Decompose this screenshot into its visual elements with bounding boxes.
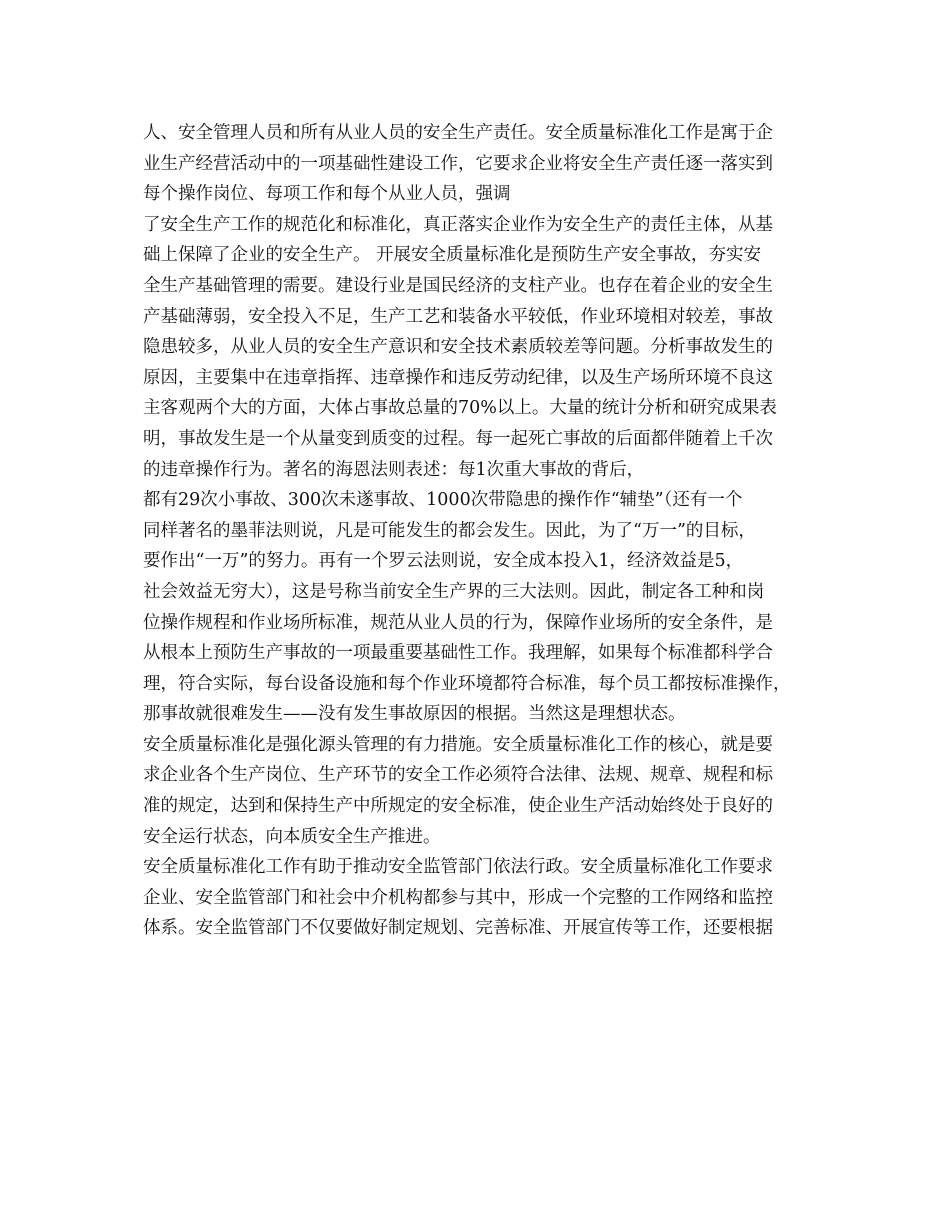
text-line: 安全运行状态，向本质安全生产推进。 [143, 826, 441, 847]
text-line: 业生产经营活动中的一项基础性建设工作，它要求企业将安全生产责任逐一落实到 [143, 153, 773, 174]
text-line: 明，事故发生是一个从量变到质变的过程。每一起死亡事故的后面都伴随着上千次 [143, 428, 773, 449]
text-line: 隐患较多，从业人员的安全生产意识和安全技术素质较差等问题。分析事故发生的 [143, 337, 773, 358]
text-line: 体系。安全监管部门不仅要做好制定规划、完善标准、开展宣传等工作，还要根据 [143, 918, 773, 939]
text-line: 人、安全管理人员和所有从业人员的安全生产责任。安全质量标准化工作是寓于企 [143, 123, 773, 143]
text-line: 原因，主要集中在违章指挥、违章操作和违反劳动纪律，以及生产场所环境不良这 [143, 367, 773, 388]
text-line: 位操作规程和作业场所标准，规范从业人员的行为，保障作业场所的安全条件，是 [143, 612, 773, 633]
text-line: 理，符合实际，每台设备设施和每个作业环境都符合标准，每个员工都按标准操作， [143, 673, 791, 694]
text-line: 要作出“一万”的努力。再有一个罗云法则说，安全成本投入1，经济效益是5， [143, 551, 744, 572]
text-line: 那事故就很难发生——没有发生事故原因的根据。当然这是理想状态。 [143, 704, 686, 725]
text-line: 求企业各个生产岗位、生产环节的安全工作必须符合法律、法规、规章、规程和标 [143, 765, 773, 786]
text-line: 每个操作岗位、每项工作和每个从业人员，强调 [143, 184, 511, 205]
text-line: 准的规定，达到和保持生产中所规定的安全标准，使企业生产活动始终处于良好的 [143, 796, 773, 817]
text-line: 主客观两个大的方面，大体占事故总量的70%以上。大量的统计分析和研究成果表 [143, 398, 777, 419]
text-line: 安全质量标准化工作有助于推动安全监管部门依法行政。安全质量标准化工作要求 [143, 857, 773, 878]
text-line: 社会效益无穷大），这是号称当前安全生产界的三大法则。因此，制定各工种和岗 [143, 581, 765, 602]
text-line: 都有29次小事故、300次未遂事故、1000次带隐患的操作作“辅垫”（还有一个 [143, 490, 743, 511]
text-line: 了安全生产工作的规范化和标准化，真正落实企业作为安全生产的责任主体，从基 [143, 214, 773, 235]
text-line: 全生产基础管理的需要。建设行业是国民经济的支柱产业。也存在着企业的安全生 [143, 275, 773, 296]
text-line: 础上保障了企业的安全生产。 开展安全质量标准化是预防生产安全事故，夯实安 [143, 245, 762, 266]
text-line: 从根本上预防生产事故的一项最重要基础性工作。我理解，如果每个标准都科学合 [143, 643, 773, 664]
text-line: 的违章操作行为。著名的海恩法则表述：每1次重大事故的背后， [143, 459, 645, 480]
text-line: 企业、安全监管部门和社会中介机构都参与其中，形成一个完整的工作网络和监控 [143, 887, 773, 908]
text-line: 产基础薄弱，安全投入不足，生产工艺和装备水平较低，作业环境相对较差，事故 [143, 306, 773, 327]
text-line: 安全质量标准化是强化源头管理的有力措施。安全质量标准化工作的核心，就是要 [143, 734, 773, 755]
body-text [143, 118, 823, 944]
text-line: 同样著名的墨菲法则说，凡是可能发生的都会发生。因此，为了“万一”的目标， [143, 520, 756, 541]
